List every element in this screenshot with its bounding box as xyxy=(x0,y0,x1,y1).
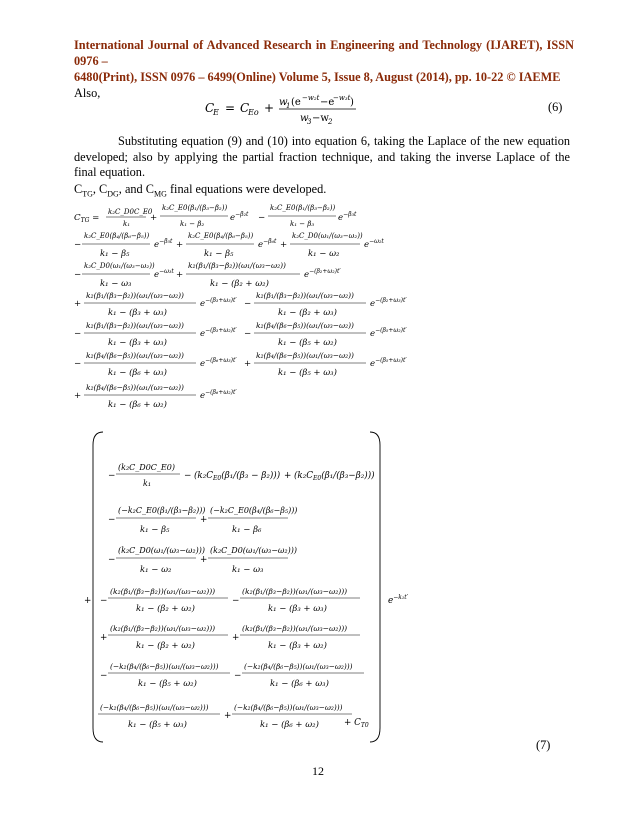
svg-text:(k₂C_D0(ω₁/(ω₃−ω₂))): (k₂C_D0(ω₁/(ω₃−ω₂))) xyxy=(118,546,205,555)
svg-text:−: − xyxy=(74,270,82,280)
svg-text:k₁ − (β₆ + ω₂): k₁ − (β₆ + ω₂) xyxy=(260,720,319,730)
also-text: Also, xyxy=(74,86,101,100)
svg-text:+: + xyxy=(244,359,252,369)
svg-text:e−(β₆+ω₃)t′: $e^{-(\beta_6+\omega_3)t'}$ xyxy=(200,357,237,369)
svg-text:+: + xyxy=(224,711,232,721)
svg-text:k₁ − β₆: k₁ − β₆ xyxy=(232,525,262,535)
svg-text:k₂(β₁/(β₃−β₂))(ω₁/(ω₃−ω₂)): k₂(β₁/(β₃−β₂))(ω₁/(ω₃−ω₂)) xyxy=(256,291,354,300)
svg-text:k₂(β₄/(β₆−β₅))(ω₁/(ω₃−ω₂)): k₂(β₄/(β₆−β₅))(ω₁/(ω₃−ω₂)) xyxy=(256,351,354,360)
svg-text:(−k₂C_E0(β₄/(β₆−β₅))): (−k₂C_E0(β₄/(β₆−β₅))) xyxy=(210,506,298,515)
svg-text:w: w xyxy=(300,113,309,124)
svg-text:+ CT0: + $C_{T0}$ xyxy=(344,718,369,729)
svg-text:k₁ − (β₃ + ω₃): k₁ − (β₃ + ω₃) xyxy=(108,308,167,318)
svg-text:−w₃t: −w₃t xyxy=(333,94,351,102)
svg-text:+: + xyxy=(84,596,92,606)
svg-text:(−k₂C_E0(β₁/(β₃−β₂))): (−k₂C_E0(β₁/(β₃−β₂))) xyxy=(118,506,206,515)
svg-text:(k₂(β₁/(β₃−β₂))(ω₁/(ω₃−ω₂))): (k₂(β₁/(β₃−β₂))(ω₁/(ω₃−ω₂))) xyxy=(242,624,348,633)
svg-text:k₂C_E0(β₄/(β₆−β₅)): k₂C_E0(β₄/(β₆−β₅)) xyxy=(84,232,150,240)
svg-text:(−k₂(β₄/(β₆−β₅))(ω₁/(ω₃−ω₂))): (−k₂(β₄/(β₆−β₅))(ω₁/(ω₃−ω₂))) xyxy=(110,662,219,671)
svg-text:k₁ − ω₂: k₁ − ω₂ xyxy=(140,565,172,575)
svg-text:+: + xyxy=(200,555,208,565)
svg-text:−: − xyxy=(74,329,82,339)
svg-text:k₂(β₁/(β₃−β₂))(ω₁/(ω₃−ω₂)): k₂(β₁/(β₃−β₂))(ω₁/(ω₃−ω₂)) xyxy=(86,321,184,330)
final-equations-text: $C_{TG}$, $C_{DG}$, and $C_{MG}$ final equations were developed. xyxy=(74,182,327,199)
svg-text:k₁ − β₃: k₁ − β₃ xyxy=(290,220,315,228)
svg-text:(−k₂(β₄/(β₆−β₅))(ω₁/(ω₃−ω₂))): (−k₂(β₄/(β₆−β₅))(ω₁/(ω₃−ω₂))) xyxy=(244,662,353,671)
svg-text:−: − xyxy=(234,671,242,681)
svg-text:−: − xyxy=(232,596,240,606)
equation-6-number: (6) xyxy=(548,100,563,114)
svg-text:k₁ − β₅: k₁ − β₅ xyxy=(204,249,234,259)
svg-text:−: − xyxy=(184,471,192,481)
svg-text:k₂(β₄/(β₆−β₅))(ω₁/(ω₃−ω₂)): k₂(β₄/(β₆−β₅))(ω₁/(ω₃−ω₂)) xyxy=(86,383,184,392)
svg-text:(k₂(β₁/(β₃−β₂))(ω₁/(ω₃−ω₂))): (k₂(β₁/(β₃−β₂))(ω₁/(ω₃−ω₂))) xyxy=(110,624,216,633)
svg-text:(k₂C_D0C_E0): (k₂C_D0C_E0) xyxy=(118,463,175,472)
svg-text:e−β₂t: $e^{-\beta_2t}$ xyxy=(230,211,249,223)
svg-text:e−k₁t′: $e^{-k_1t'}$ xyxy=(388,594,409,606)
svg-text:−: − xyxy=(244,329,252,339)
header-line-1: International Journal of Advanced Research in Engineering and Technology (IJARET), ISSN 0976 – xyxy=(74,38,574,68)
svg-text:+: + xyxy=(176,240,184,250)
svg-text:3: 3 xyxy=(307,118,312,126)
svg-text:e−(β₂+ω₃)t′: $e^{-(\beta_2+\omega_3)t'}$ xyxy=(370,297,407,309)
svg-text:(k₂(β₁/(β₃−β₂))(ω₁/(ω₃−ω₂))): (k₂(β₁/(β₃−β₂))(ω₁/(ω₃−ω₂))) xyxy=(242,587,348,596)
svg-text:−: − xyxy=(74,240,82,250)
svg-text:k₁ − (β₃ + ω₃): k₁ − (β₃ + ω₃) xyxy=(108,338,167,348)
svg-text:+: + xyxy=(232,633,240,643)
svg-text:−: − xyxy=(244,299,252,309)
svg-text:k₁ − β₅: k₁ − β₅ xyxy=(140,525,170,535)
svg-text:−: − xyxy=(74,359,82,369)
svg-text:e−(β₅+ω₂)t′: $e^{-(\beta_5+\omega_2)t'}$ xyxy=(370,327,407,339)
svg-text:(k₂C_D0(ω₁/(ω₃−ω₂))): (k₂C_D0(ω₁/(ω₃−ω₂))) xyxy=(210,546,297,555)
svg-text:k₂C_E0(β₁/(β₃−β₂)): k₂C_E0(β₁/(β₃−β₂)) xyxy=(162,204,228,212)
svg-text:k₁ − ω₃: k₁ − ω₃ xyxy=(100,279,132,289)
svg-text:k₁: k₁ xyxy=(143,479,152,488)
svg-text:e−β₆t: $e^{-\beta_6t}$ xyxy=(258,238,277,250)
svg-text:−: − xyxy=(100,671,108,681)
svg-text:w: w xyxy=(279,97,288,108)
svg-text:k₁ − ω₂: k₁ − ω₂ xyxy=(308,249,340,259)
svg-text:+: + xyxy=(176,270,184,280)
svg-text:C: C xyxy=(240,101,250,115)
svg-text:e−(β₂+ω₂)t′: $e^{-(\beta_2+\omega_2)t'}$ xyxy=(304,268,341,280)
svg-text:−: − xyxy=(108,471,116,481)
left-big-paren xyxy=(93,432,103,742)
svg-text:k₁ − (β₃ + ω₂): k₁ − (β₃ + ω₂) xyxy=(268,641,327,651)
svg-text:e−(β₃+ω₂)t′: $e^{-(\beta_3+\omega_2)t'}$ xyxy=(200,327,237,339)
svg-text:k₁ − (β₂ + ω₃): k₁ − (β₂ + ω₃) xyxy=(278,308,337,318)
svg-text:1: 1 xyxy=(286,102,291,110)
svg-text:k₂(β₄/(β₆−β₅))(ω₁/(ω₃−ω₂)): k₂(β₄/(β₆−β₅))(ω₁/(ω₃−ω₂)) xyxy=(86,351,184,360)
svg-text:(k₂(β₁/(β₃−β₂))(ω₁/(ω₃−ω₂))): (k₂(β₁/(β₃−β₂))(ω₁/(ω₃−ω₂))) xyxy=(110,587,216,596)
svg-text:+: + xyxy=(150,213,158,223)
svg-text:k₂C_D0C_E0: k₂C_D0C_E0 xyxy=(108,208,153,216)
svg-text:k₁: k₁ xyxy=(123,220,131,228)
svg-text:−: − xyxy=(258,213,266,223)
svg-text:CTG =: $C_{TG}$ = xyxy=(74,213,100,224)
svg-text:+: + xyxy=(74,299,82,309)
svg-text:(e: (e xyxy=(291,97,301,108)
svg-text:=: = xyxy=(225,101,236,115)
svg-text:−: − xyxy=(108,515,116,525)
svg-text:2: 2 xyxy=(328,118,333,126)
svg-text:−w₂t: −w₂t xyxy=(302,94,320,102)
svg-text:e−β₅t: $e^{-\beta_5t}$ xyxy=(154,238,173,250)
svg-text:k₂C_E0(β₁/(β₃−β₂)): k₂C_E0(β₁/(β₃−β₂)) xyxy=(270,204,336,212)
svg-text:k₁ − (β₅ + ω₂): k₁ − (β₅ + ω₂) xyxy=(138,679,197,689)
equation-7-number: (7) xyxy=(536,738,551,752)
svg-text:k₁ − (β₆ + ω₃): k₁ − (β₆ + ω₃) xyxy=(270,679,329,689)
svg-text:+: + xyxy=(284,471,292,481)
page-number: 12 xyxy=(312,764,324,778)
svg-text:k₁ − ω₃: k₁ − ω₃ xyxy=(232,565,264,575)
svg-text:k₁ − (β₂ + ω₂): k₁ − (β₂ + ω₂) xyxy=(136,604,195,614)
svg-text:+: + xyxy=(200,515,208,525)
svg-text:−: − xyxy=(108,555,116,565)
svg-text:(−k₂(β₄/(β₆−β₅))(ω₁/(ω₃−ω₂))): (−k₂(β₄/(β₆−β₅))(ω₁/(ω₃−ω₂))) xyxy=(234,703,343,712)
svg-text:k₂C_D0(ω₁/(ω₃−ω₂)): k₂C_D0(ω₁/(ω₃−ω₂)) xyxy=(292,232,363,240)
header-line-2: 6480(Print), ISSN 0976 – 6499(Online) Volume 5, Issue 8, August (2014), pp. 10-22 © IAEME xyxy=(74,70,561,84)
svg-text:k₂(β₁/(β₃−β₂))(ω₁/(ω₃−ω₂)): k₂(β₁/(β₃−β₂))(ω₁/(ω₃−ω₂)) xyxy=(86,291,184,300)
svg-text:e−ω₃t: $e^{-\omega_3t}$ xyxy=(154,268,174,280)
svg-text:Eo: Eo xyxy=(248,108,259,117)
svg-text:k₁ − (β₅ + ω₃): k₁ − (β₅ + ω₃) xyxy=(278,368,337,378)
svg-text:C: C xyxy=(205,101,215,115)
svg-text:k₁ − (β₅ + ω₃): k₁ − (β₅ + ω₃) xyxy=(128,720,187,730)
svg-text:(k₂CE0(β₁/(β₃ − β₂))): $(k_2C_{E0}(\beta_1/(\beta_3 - \beta_2)))$ xyxy=(194,471,281,482)
svg-text:e−β₃t: $e^{-\beta_3t}$ xyxy=(338,211,357,223)
svg-text:e−(β₃+ω₃)t′: $e^{-(\beta_3+\omega_3)t'}$ xyxy=(200,297,237,309)
svg-text:k₂C_E0(β₄/(β₆−β₅)): k₂C_E0(β₄/(β₆−β₅)) xyxy=(188,232,254,240)
svg-text:E: E xyxy=(213,108,219,117)
svg-text:k₁ − β₅: k₁ − β₅ xyxy=(100,249,130,259)
svg-text:+: + xyxy=(74,391,82,401)
svg-text:k₂C_D0(ω₁/(ω₃−ω₂)): k₂C_D0(ω₁/(ω₃−ω₂)) xyxy=(84,262,155,270)
svg-text:+: + xyxy=(280,240,288,250)
svg-text:k₁ − (β₂ + ω₂): k₁ − (β₂ + ω₂) xyxy=(210,279,269,289)
svg-text:k₂(β₁/(β₃−β₂))(ω₁/(ω₃−ω₂)): k₂(β₁/(β₃−β₂))(ω₁/(ω₃−ω₂)) xyxy=(188,261,286,270)
svg-text:−e: −e xyxy=(320,97,335,108)
svg-text:(−k₂(β₄/(β₆−β₅))(ω₁/(ω₃−ω₂))): (−k₂(β₄/(β₆−β₅))(ω₁/(ω₃−ω₂))) xyxy=(100,703,209,712)
svg-text:+: + xyxy=(100,633,108,643)
svg-text:k₁ − β₂: k₁ − β₂ xyxy=(180,220,205,228)
svg-text:k₁ − (β₆ + ω₃): k₁ − (β₆ + ω₃) xyxy=(108,368,167,378)
svg-text:k₁ − (β₂ + ω₂): k₁ − (β₂ + ω₂) xyxy=(136,641,195,651)
body-paragraph: Substituting equation (9) and (10) into equation 6, taking the Laplace of the new equation developed; also by applying the partial fraction technique, and taking the inverse Laplace of the final equation. xyxy=(74,134,570,179)
svg-text:): ) xyxy=(350,97,354,108)
svg-text:e−(β₅+ω₃)t′: $e^{-(\beta_5+\omega_3)t'}$ xyxy=(370,357,407,369)
svg-text:e−ω₂t: $e^{-\omega_2t}$ xyxy=(364,238,384,250)
svg-text:+: + xyxy=(264,101,275,115)
svg-text:k₁ − (β₃ + ω₃): k₁ − (β₃ + ω₃) xyxy=(268,604,327,614)
svg-text:k₁ − (β₅ + ω₂): k₁ − (β₅ + ω₂) xyxy=(278,338,337,348)
svg-text:k₁ − (β₆ + ω₂): k₁ − (β₆ + ω₂) xyxy=(108,400,167,410)
svg-text:−w: −w xyxy=(312,113,329,124)
svg-text:−: − xyxy=(100,596,108,606)
svg-text:(k₂CE0(β₁/(β₃−β₂))): $(k_2C_{E0}(\beta_1/(\beta_3-\beta_2)))$ xyxy=(294,471,375,482)
svg-text:e−(β₆+ω₂)t′: $e^{-(\beta_6+\omega_2)t'}$ xyxy=(200,389,237,401)
svg-text:k₂(β₄/(β₆−β₅))(ω₁/(ω₃−ω₂)): k₂(β₄/(β₆−β₅))(ω₁/(ω₃−ω₂)) xyxy=(256,321,354,330)
